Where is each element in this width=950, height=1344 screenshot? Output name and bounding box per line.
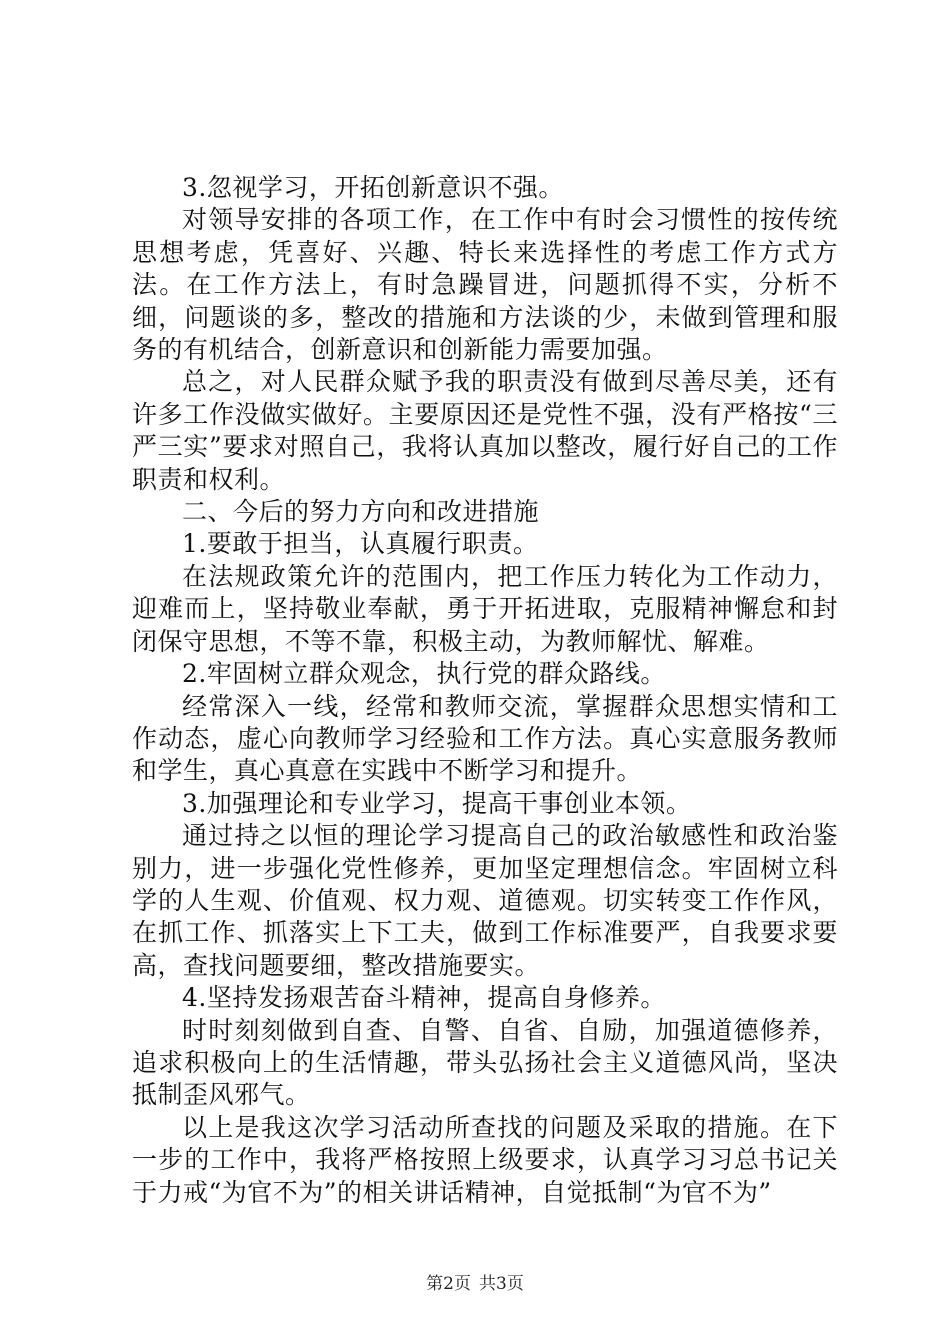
page-number: 第2页: [426, 1274, 471, 1294]
paragraph: 对领导安排的各项工作，在工作中有时会习惯性的按传统思想考虑，凭喜好、兴趣、特长来选择性的考虑工作方式方法。在工作方法上，有时急躁冒进，问题抓得不实，分析不细，问题谈的多，整改的措施和方法谈的少，未做到管理和服务的有机结合，创新意识和创新能力需要加强。: [132, 205, 838, 365]
page-total: 共3页: [479, 1274, 524, 1294]
subheading-4: 4.坚持发扬艰苦奋斗精神，提高自身修养。: [182, 983, 666, 1013]
paragraph: 时时刻刻做到自查、自警、自省、自励，加强道德修养，追求积极向上的生活情趣，带头弘扬社会主义道德风尚，坚决抵制歪风邪气。: [132, 1015, 838, 1110]
paragraph-heading-3: 3.忽视学习，开拓创新意识不强。: [182, 173, 564, 202]
paragraph: 通过持之以恒的理论学习提高自己的政治敏感性和政治鉴别力，进一步强化党性修养，更加坚定理想信念。牢固树立科学的人生观、价值观、权力观、道德观。切实转变工作作风，在抓工作、抓落实上下工夫，做到工作标准要严，自我要求要高，查找问题要细，整改措施要实。: [132, 821, 838, 980]
page-footer: [0, 1274, 950, 1294]
subheading-1: 1.要敢于担当，认真履行职责。: [182, 529, 539, 559]
paragraph: 经常深入一线，经常和教师交流，掌握群众思想实情和工作动态，虚心向教师学习经验和工作方法。真心实意服务教师和学生，真心真意在实践中不断学习和提升。: [132, 691, 838, 786]
paragraph-closing: 以上是我这次学习活动所查找的问题及采取的措施。在下一步的工作中，我将严格按照上级要求，认真学习习总书记关于力戒“为官不为”的相关讲话精神，自觉抵制“为官不为”: [132, 1112, 838, 1207]
document-body: [132, 172, 838, 1209]
subheading-2: 2.牢固树立群众观念，执行党的群众路线。: [182, 659, 666, 689]
section-heading: 二、今后的努力方向和改进措施: [182, 497, 540, 527]
paragraph-summary: 总之，对人民群众赋予我的职责没有做到尽善尽美，还有许多工作没做实做好。主要原因还是党性不强，没有严格按“三严三实”要求对照自己，我将认真加以整改，履行好自己的工作职责和权利。: [132, 367, 838, 494]
subheading-3: 3.加强理论和专业学习，提高干事创业本领。: [182, 788, 692, 818]
paragraph: 在法规政策允许的范围内，把工作压力转化为工作动力，迎难而上，坚持敬业奉献，勇于开拓进取，克服精神懈怠和封闭保守思想，不等不靠，积极主动，为教师解忧、解难。: [132, 561, 838, 656]
